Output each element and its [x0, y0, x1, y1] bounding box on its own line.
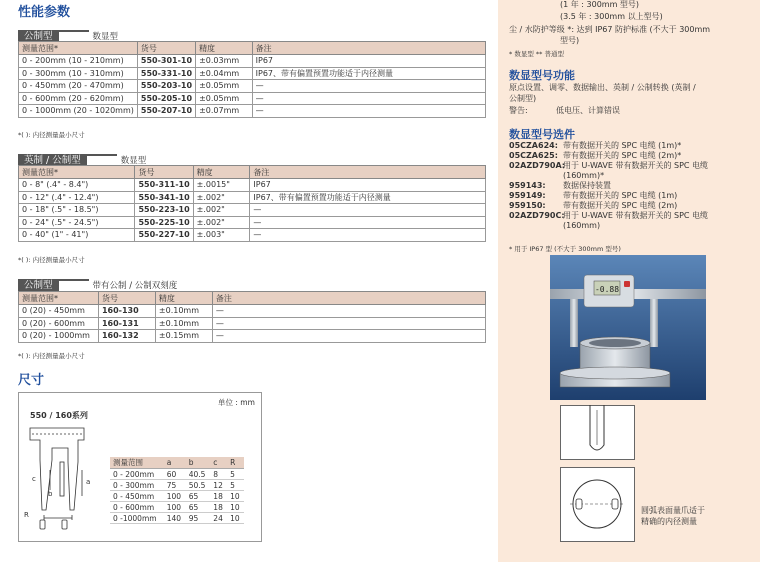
- display-reading: -0.88: [594, 285, 620, 294]
- section1-note: *( ): 内径测量最小尺寸: [18, 131, 85, 139]
- cell-remarks: —: [252, 80, 485, 93]
- options-title: 数显型号选件: [509, 128, 575, 141]
- footnote-1: * 数显型 ** 普通型: [509, 50, 564, 58]
- option-text: 带有数据开关的 SPC 电缆 (2m): [563, 201, 678, 210]
- jaw-closeup-diagram: [560, 405, 635, 460]
- cell-range: 0 - 40" (1" - 41"): [19, 229, 135, 242]
- cell-range: 0 - 200mm (10 - 210mm): [19, 55, 138, 68]
- cell-range: 0 (20) - 600mm: [19, 317, 99, 330]
- features-line-1: 原点设置、调零、数据输出、英制 / 公制转换 (英制 /: [509, 83, 696, 92]
- warranty-line-1: (1 年 : 300mm 型号): [560, 0, 640, 9]
- cell-accuracy: ±.002": [193, 204, 250, 217]
- cell: 0 - 200mm: [110, 469, 164, 480]
- series-label: 550 / 160系列: [30, 411, 88, 420]
- alarm-text: 低电压、计算错误: [556, 106, 620, 115]
- section1-table: [18, 41, 486, 118]
- option-code: 02AZD790A:: [509, 161, 566, 170]
- cell: 0 -1000mm: [110, 513, 164, 524]
- table-row: [19, 216, 486, 229]
- spec-title: 性能参数: [18, 5, 71, 20]
- option-code: 959143:: [509, 181, 546, 190]
- table-row: [19, 191, 486, 204]
- cell-range: 0 - 18" (.5" - 18.5"): [19, 204, 135, 217]
- section3-tag: 公制型: [18, 279, 59, 292]
- cell-code: 550-227-10: [135, 229, 193, 242]
- tag-rule: [59, 273, 89, 281]
- section1-header: [18, 24, 119, 42]
- col-a: a: [164, 457, 186, 469]
- cell: 0 - 600mm: [110, 502, 164, 513]
- dimensions-table: [110, 457, 244, 524]
- section2-note: *( ): 内径测量最小尺寸: [18, 256, 85, 264]
- option-code: 02AZD790C:: [509, 211, 565, 220]
- table-row: [19, 317, 486, 330]
- cell-accuracy: ±0.15mm: [155, 330, 212, 343]
- option-item: [509, 171, 754, 181]
- section2-tag: 英制 / 公制型: [18, 154, 87, 167]
- cell-remarks: —: [212, 305, 485, 318]
- dim-label-c: c: [32, 475, 36, 483]
- cell-code: 550-203-10: [137, 80, 195, 93]
- cell-accuracy: ±0.03mm: [196, 55, 253, 68]
- option-code: 05CZA624:: [509, 141, 558, 150]
- cell-code: 160-131: [98, 317, 155, 330]
- cell: 0 - 450mm: [110, 491, 164, 502]
- cell-accuracy: ±.0015": [193, 179, 250, 192]
- section1-tag: 公制型: [18, 30, 59, 43]
- cell: 24: [210, 513, 227, 524]
- cell-accuracy: ±0.05mm: [196, 92, 253, 105]
- table-row: [19, 92, 486, 105]
- option-text: 带有数据开关的 SPC 电缆 (2m)*: [563, 151, 682, 160]
- table-row: [19, 80, 486, 93]
- cell-range: 0 - 450mm (20 - 470mm): [19, 80, 138, 93]
- col-code: 货号: [135, 166, 193, 179]
- cell-code: 550-207-10: [137, 105, 195, 118]
- section3-note: *( ): 内径测量最小尺寸: [18, 352, 85, 360]
- cell-accuracy: ±.003": [193, 229, 250, 242]
- col-range: 测量范围*: [19, 42, 138, 55]
- table-row: [19, 105, 486, 118]
- tag-rule: [59, 24, 89, 32]
- section2-table: [18, 165, 486, 242]
- cell-range: 0 - 24" (.5" - 24.5"): [19, 216, 135, 229]
- cell: 50.5: [186, 480, 211, 491]
- dim-label-b: b: [48, 490, 53, 498]
- option-item: [509, 181, 754, 191]
- cell-code: 550-311-10: [135, 179, 193, 192]
- cell: 5: [227, 480, 244, 491]
- features-line-2: 公制型): [509, 94, 537, 103]
- cell-remarks: —: [212, 317, 485, 330]
- cell-accuracy: ±0.07mm: [196, 105, 253, 118]
- cell-code: 550-301-10: [137, 55, 195, 68]
- dimensions-title: 尺寸: [18, 373, 45, 388]
- col-accuracy: 精度: [196, 42, 253, 55]
- options-list: [509, 141, 754, 231]
- dust-water-line-2: 型号): [560, 36, 580, 45]
- option-item: [509, 151, 754, 161]
- dim-label-r: R: [24, 511, 29, 519]
- cell: 65: [186, 491, 211, 502]
- option-text: (160mm): [563, 221, 601, 230]
- cell: 5: [227, 469, 244, 480]
- table-row: [19, 305, 486, 318]
- cell-remarks: —: [250, 216, 486, 229]
- cell: 140: [164, 513, 186, 524]
- cell-range: 0 - 300mm (10 - 310mm): [19, 67, 138, 80]
- option-text: (160mm)*: [563, 171, 605, 180]
- cell-accuracy: ±0.10mm: [155, 317, 212, 330]
- option-code: [509, 171, 563, 181]
- section3-desc: 带有公制 / 公制双刻度: [92, 281, 178, 291]
- cell-accuracy: ±0.10mm: [155, 305, 212, 318]
- table-row: [19, 204, 486, 217]
- cell-remarks: —: [252, 105, 485, 118]
- cell-range: 0 - 8" (.4" - 8.4"): [19, 179, 135, 192]
- col-code: 货号: [98, 292, 155, 305]
- cell: 95: [186, 513, 211, 524]
- cell: 10: [227, 513, 244, 524]
- option-item: [509, 221, 754, 231]
- col-range: 测量范围*: [19, 166, 135, 179]
- cell: 0 - 300mm: [110, 480, 164, 491]
- cell: 75: [164, 480, 186, 491]
- table-row: [19, 67, 486, 80]
- table-row: [110, 491, 244, 502]
- cell-range: 0 - 600mm (20 - 620mm): [19, 92, 138, 105]
- section2-desc: 数显型: [120, 156, 147, 166]
- col-accuracy: 精度: [193, 166, 250, 179]
- table-row: [19, 179, 486, 192]
- table-row: [19, 55, 486, 68]
- cell: 10: [227, 491, 244, 502]
- col-r: R: [227, 457, 244, 469]
- alarm-label: 警告:: [509, 106, 528, 115]
- section3-header: [18, 273, 178, 291]
- cell-remarks: IP67: [250, 179, 486, 192]
- cell: 10: [227, 502, 244, 513]
- dim-label-a: a: [86, 478, 91, 486]
- col-range: 测量范围*: [19, 292, 99, 305]
- cell: 12: [210, 480, 227, 491]
- table-row: [110, 502, 244, 513]
- option-text: 用于 U-WAVE 带有数据开关的 SPC 电缆: [563, 211, 709, 220]
- features-title: 数显型号功能: [509, 69, 575, 82]
- cell-accuracy: ±.002": [193, 216, 250, 229]
- cell: 8: [210, 469, 227, 480]
- option-text: 带有数据开关的 SPC 电缆 (1m)*: [563, 141, 682, 150]
- col-accuracy: 精度: [155, 292, 212, 305]
- cell-code: 550-225-10: [135, 216, 193, 229]
- cell: 18: [210, 491, 227, 502]
- cell-range: 0 - 12" (.4" - 12.4"): [19, 191, 135, 204]
- cell-remarks: IP67、带有偏置预置功能适于内径测量: [250, 191, 486, 204]
- col-remarks: 备注: [212, 292, 485, 305]
- jaw-caption-line-1: 圆弧表面量爪适于: [641, 506, 705, 515]
- col-remarks: 备注: [250, 166, 486, 179]
- cell-remarks: —: [252, 92, 485, 105]
- cell-range: 0 (20) - 1000mm: [19, 330, 99, 343]
- option-text: 用于 U-WAVE 带有数据开关的 SPC 电缆: [563, 161, 709, 170]
- table-row: [19, 330, 486, 343]
- option-item: [509, 201, 754, 211]
- option-item: [509, 141, 754, 151]
- section1-desc: 数显型: [92, 32, 119, 42]
- section3-table: [18, 291, 486, 343]
- unit-label: 单位 : mm: [218, 398, 255, 407]
- table-row: [19, 229, 486, 242]
- cell-code: 550-223-10: [135, 204, 193, 217]
- cell: 18: [210, 502, 227, 513]
- option-code: 959149:: [509, 191, 546, 200]
- jaw-caption: [641, 505, 705, 527]
- option-item: [509, 191, 754, 201]
- col-remarks: 备注: [252, 42, 485, 55]
- cell-code: 160-132: [98, 330, 155, 343]
- cell-remarks: IP67: [252, 55, 485, 68]
- cell: 60: [164, 469, 186, 480]
- option-code: [509, 221, 563, 231]
- section2-header: [18, 148, 147, 166]
- cell: 65: [186, 502, 211, 513]
- cell: 100: [164, 502, 186, 513]
- cell: 100: [164, 491, 186, 502]
- cell-remarks: IP67、带有偏置预置功能适于内径测量: [252, 67, 485, 80]
- tag-rule: [87, 148, 117, 156]
- option-item: [509, 211, 754, 221]
- dust-water-line-1: 尘 / 水防护等级 *: 达到 IP67 防护标准 (不大于 300mm: [509, 25, 711, 34]
- cell-range: 0 (20) - 450mm: [19, 305, 99, 318]
- col-c: c: [210, 457, 227, 469]
- cell-code: 550-341-10: [135, 191, 193, 204]
- warranty-line-2: (3.5 年 : 300mm 以上型号): [560, 12, 663, 21]
- cell-remarks: —: [212, 330, 485, 343]
- col-code: 货号: [137, 42, 195, 55]
- jaw-caption-line-2: 精确的内径测量: [641, 517, 697, 526]
- inner-diameter-diagram: [560, 467, 635, 542]
- cell-code: 550-331-10: [137, 67, 195, 80]
- col-range: 测量范围: [110, 457, 164, 469]
- cell-remarks: —: [250, 204, 486, 217]
- cell-accuracy: ±0.05mm: [196, 80, 253, 93]
- table-row: [110, 469, 244, 480]
- product-photo: [550, 255, 706, 400]
- table-row: [110, 513, 244, 524]
- col-b: b: [186, 457, 211, 469]
- cell-code: 160-130: [98, 305, 155, 318]
- cell-remarks: —: [250, 229, 486, 242]
- cell: 40.5: [186, 469, 211, 480]
- table-row: [110, 480, 244, 491]
- option-code: 959150:: [509, 201, 546, 210]
- option-code: 05CZA625:: [509, 151, 558, 160]
- option-text: 带有数据开关的 SPC 电缆 (1m): [563, 191, 678, 200]
- cell-code: 550-205-10: [137, 92, 195, 105]
- cell-accuracy: ±.002": [193, 191, 250, 204]
- cell-range: 0 - 1000mm (20 - 1020mm): [19, 105, 138, 118]
- option-item: [509, 161, 754, 171]
- option-text: 数据保持装置: [563, 181, 611, 190]
- cell-accuracy: ±0.04mm: [196, 67, 253, 80]
- footnote-2: * 用于 IP67 型 (不大于 300mm 型号): [509, 245, 621, 253]
